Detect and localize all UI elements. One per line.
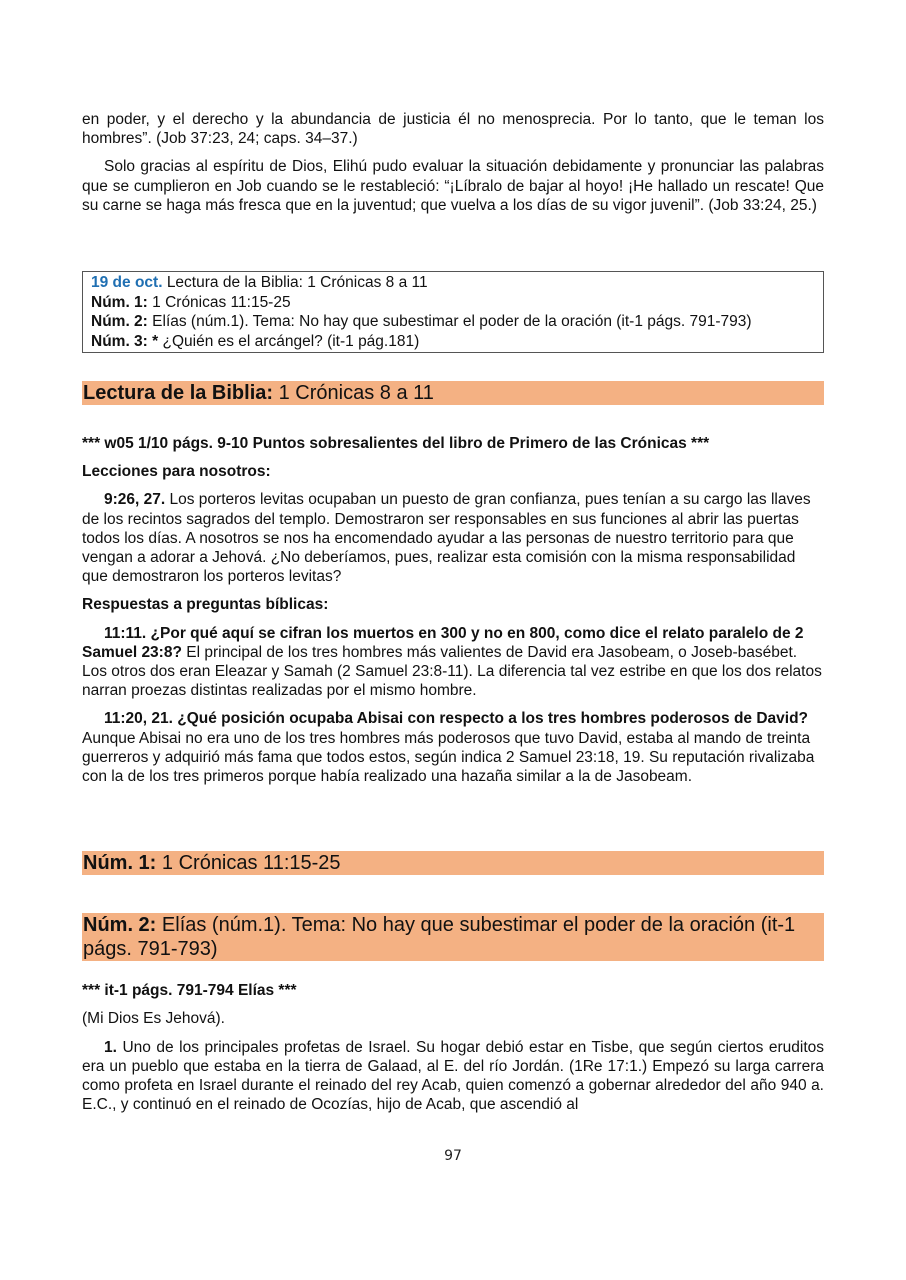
- schedule-label: Núm. 1:: [91, 293, 148, 311]
- schedule-text: ¿Quién es el arcángel? (it-1 pág.181): [162, 332, 420, 350]
- answer-text: El principal de los tres hombres más valientes de David era Jasobeam, o Joseb-basébet. Los otros dos eran Eleazar y Samah (2 Samuel 23:8-11). La diferencia tal vez estribe en que los dos relatos narran proezas distintas realizadas por el mismo hombre.: [82, 643, 822, 700]
- paragraph-text: Uno de los principales profetas de Israel. Su hogar debió estar en Tisbe, que según ciertos eruditos era un pueblo que estaba en la tierra de Galaad, al E. del río Jordán. (1Re 17:1.) Empezó su larga carrera como profeta en Israel durante el reinado del rey Acab, quien comenzó a gobernar alrededor del año 940 a. E.C., y continuó en el reinado de Ocozías, hijo de Acab, que ascendió al: [82, 1038, 824, 1114]
- section-heading-reading: [82, 381, 824, 405]
- elias-paragraph-1: [82, 1038, 824, 1115]
- schedule-box: [82, 271, 824, 353]
- answers-title: Respuestas a preguntas bíblicas:: [82, 596, 329, 614]
- question-text: 11:20, 21. ¿Qué posición ocupaba Abisai con respecto a los tres hombres poderosos de David?: [104, 710, 809, 728]
- schedule-text: Elías (núm.1). Tema: No hay que subestimar el poder de la oración (it-1 págs. 791-793): [152, 313, 752, 331]
- lesson-paragraph: [82, 490, 824, 586]
- heading-bold: Núm. 1:: [83, 852, 157, 875]
- schedule-line-num1: [91, 293, 815, 313]
- heading-rest: 1 Crónicas 8 a 11: [278, 382, 434, 405]
- source-reference: *** it-1 págs. 791-794 Elías ***: [82, 982, 297, 1000]
- question-paragraph-2: [82, 709, 824, 786]
- heading-rest: Elías (núm.1). Tema: No hay que subestimar el poder de la oración (it-1 págs. 791-793): [83, 914, 796, 961]
- schedule-label: Núm. 3: *: [91, 332, 159, 350]
- document-page: [82, 110, 824, 1114]
- intro-paragraph-1: en poder, y el derecho y la abundancia de justicia él no menosprecia. Por lo tanto, que le teman los hombres”. (Job 37:23, 24; caps. 34–37.): [82, 111, 824, 148]
- lesson-text: Los porteros levitas ocupaban un puesto de gran confianza, pues tenían a su cargo las llaves de los recintos sagrados del templo. Demostraron ser responsables en sus funciones al abrir las puertas todos los días. A nosotros se nos ha encomendado ayudar a las personas de nuestro territorio para que vengan a adorar a Jehová. ¿No deberíamos, pues, realizar esta comisión con la misma responsabilidad que demostraron los porteros levitas?: [82, 491, 811, 586]
- heading-bold: Núm. 2:: [83, 914, 157, 937]
- schedule-date: 19 de oct.: [91, 274, 163, 292]
- schedule-text: 1 Crónicas 11:15-25: [152, 293, 291, 311]
- lessons-title: Lecciones para nosotros:: [82, 463, 271, 481]
- page-number: 97: [444, 1148, 462, 1164]
- question-text: 11:11. ¿Por qué aquí se cifran los muertos en 300 y no en 800, como dice el relato paralelo de 2 Samuel 23:8?: [82, 624, 804, 661]
- question-paragraph-1: [82, 624, 824, 701]
- schedule-line-num3: [91, 332, 815, 352]
- schedule-label: Núm. 2:: [91, 313, 148, 331]
- name-meaning: (Mi Dios Es Jehová).: [82, 1010, 225, 1028]
- answer-text: Aunque Abisai no era uno de los tres hombres más poderosos que tuvo David, estaba al mando de treinta guerreros y adquirió más fama que todos estos, según indica 2 Samuel 23:18, 19. Su reputación rivalizaba con la de los tres primeros porque había realizado una hazaña similar a la de Jasobeam.: [82, 729, 815, 786]
- heading-bold: Lectura de la Biblia:: [83, 382, 274, 405]
- schedule-reading: Lectura de la Biblia: 1 Crónicas 8 a 11: [166, 274, 428, 292]
- section-heading-num2: [82, 913, 824, 961]
- heading-rest: 1 Crónicas 11:15-25: [161, 852, 341, 875]
- paragraph-number: 1.: [104, 1038, 117, 1056]
- schedule-line-num2: [91, 312, 815, 332]
- intro-paragraph-2: Solo gracias al espíritu de Dios, Elihú pudo evaluar la situación debidamente y pronunciar las palabras que se cumplieron en Job cuando se le restableció: “¡Líbralo de bajar al hoyo! ¡He hallado un rescate! Que su carne se haga más fresca que en la juventud; que vuelva a los días de su vigor juvenil”. (Job 33:24, 25.): [82, 158, 824, 214]
- schedule-line-reading: [91, 273, 815, 293]
- section-heading-num1: [82, 851, 824, 875]
- verse-reference: 9:26, 27.: [104, 491, 166, 509]
- source-reference: *** w05 1/10 págs. 9-10 Puntos sobresalientes del libro de Primero de las Crónicas ***: [82, 435, 710, 453]
